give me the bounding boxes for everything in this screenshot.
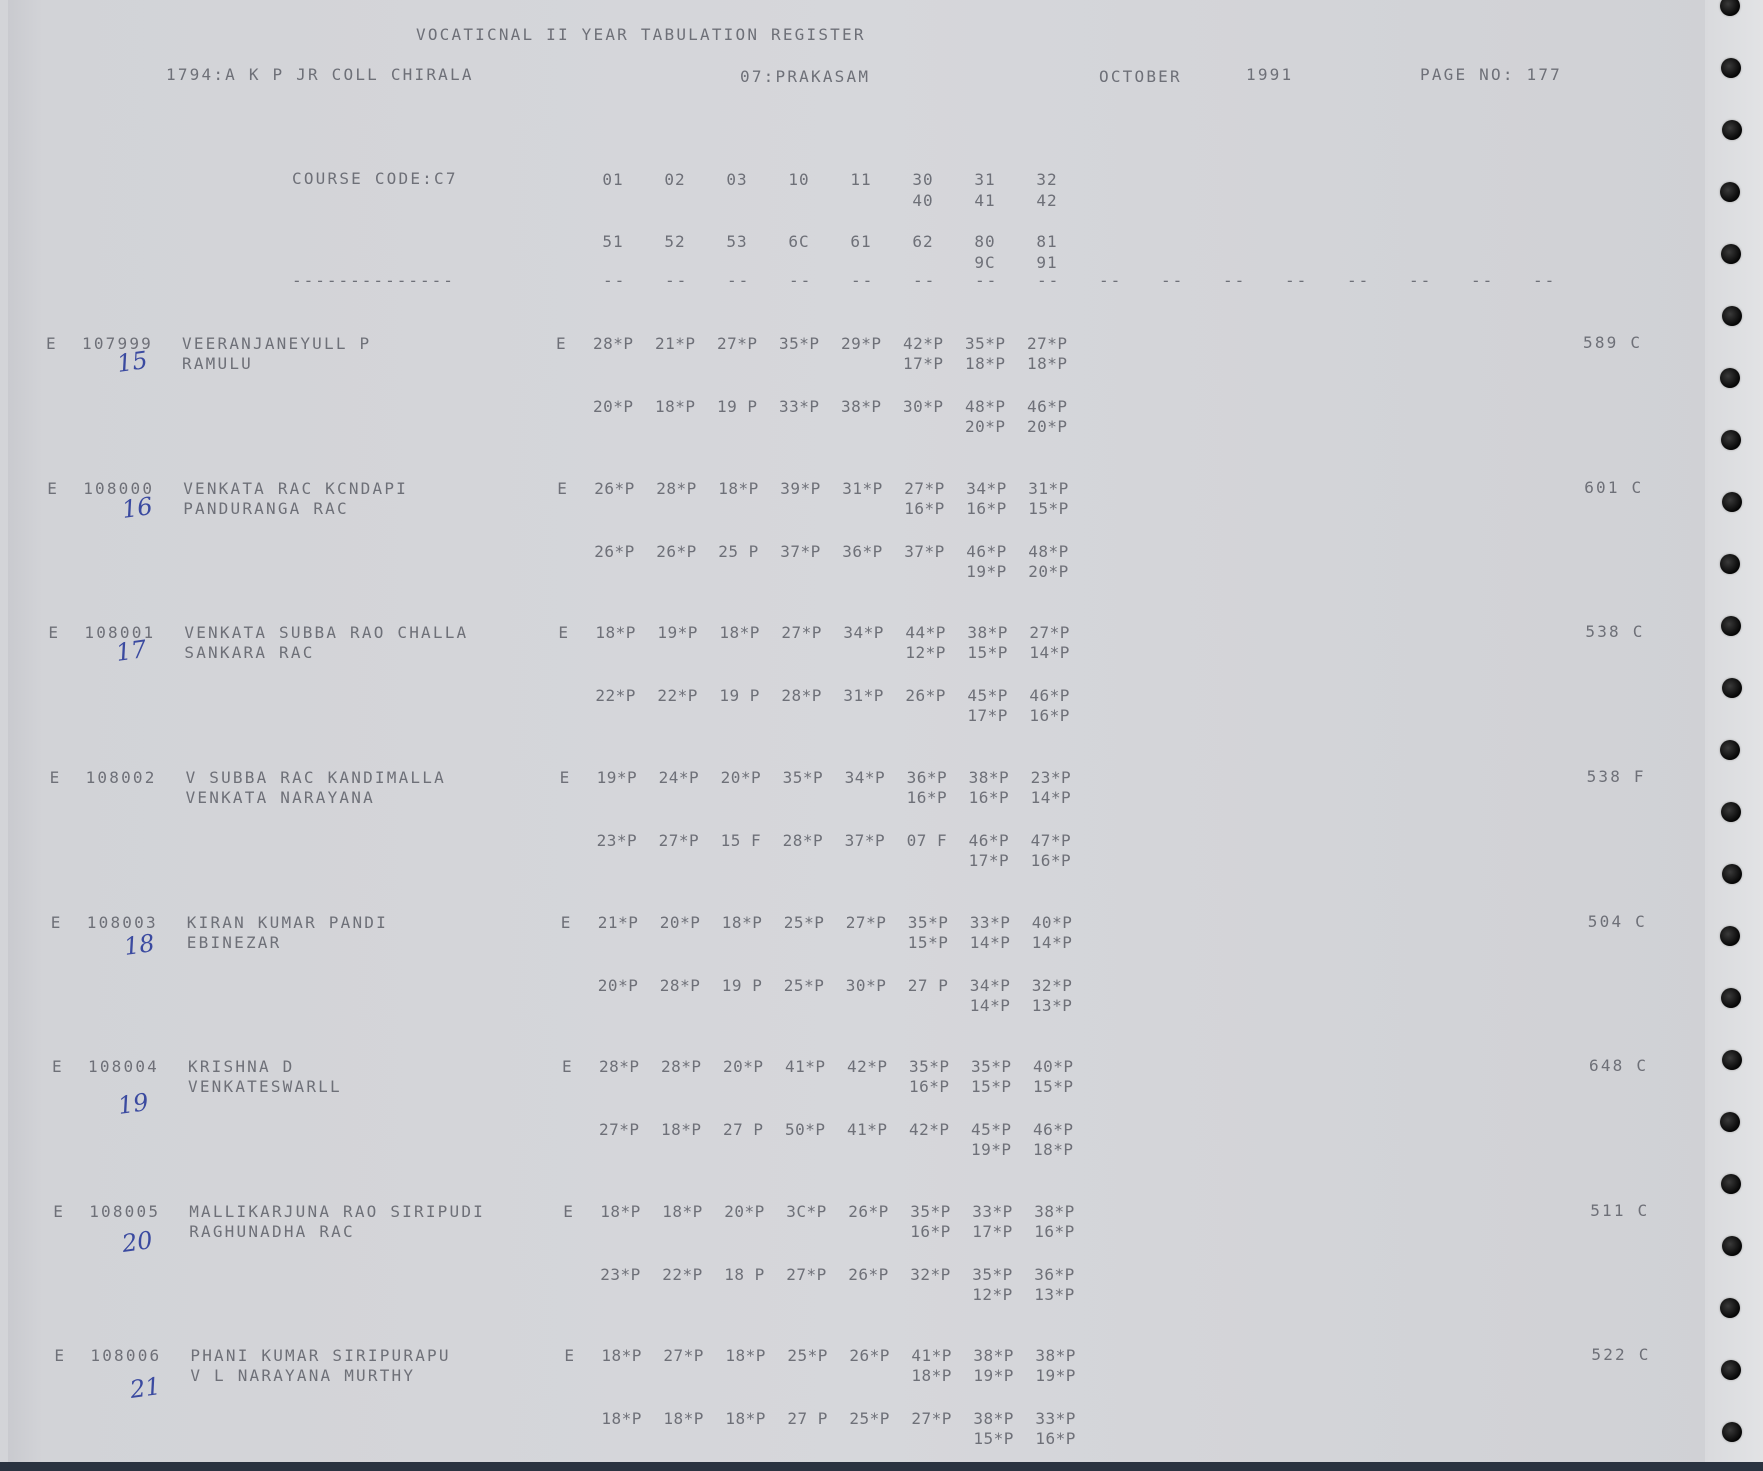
subject-mark: 23*P — [600, 1265, 641, 1284]
subject-mark: 38*P — [973, 1409, 1014, 1428]
subject-mark: 35*P — [972, 1265, 1013, 1284]
feed-hole — [1720, 926, 1740, 946]
separator-dash: -- — [1533, 271, 1557, 290]
subject-mark: 17*P — [903, 354, 944, 373]
subject-mark: 40*P — [1033, 1057, 1074, 1076]
feed-hole — [1722, 1422, 1742, 1442]
total-result: 648 C — [1589, 1056, 1649, 1075]
subject-mark: 17*P — [967, 706, 1008, 725]
feed-hole — [1720, 182, 1740, 202]
subject-mark: 27*P — [911, 1409, 952, 1428]
exam-month: OCTOBER — [1099, 67, 1182, 86]
total-result: 522 C — [1591, 1345, 1651, 1364]
separator-dash: -- — [789, 271, 813, 290]
subject-mark: 16*P — [1029, 706, 1070, 725]
subject-mark: 25*P — [783, 913, 825, 932]
subject-mark: 22*P — [657, 686, 698, 705]
subject-mark: 19 P — [721, 976, 763, 995]
subject-mark: 35*P — [910, 1202, 951, 1221]
subject-mark: 18*P — [725, 1409, 766, 1428]
subject-mark: 26*P — [848, 1202, 889, 1221]
subject-mark: 18*P — [600, 1202, 641, 1221]
hall-ticket-number: 108002 — [85, 768, 157, 787]
hall-ticket-number: 107999 — [82, 334, 153, 353]
total-result: 538 C — [1585, 622, 1645, 641]
subject-mark: 16*P — [966, 499, 1007, 518]
subject-mark: 48*P — [1028, 542, 1069, 561]
subject-mark: 50*P — [785, 1120, 826, 1139]
course-code: COURSE CODE:C7 — [292, 169, 458, 188]
subject-mark: 20*P — [965, 417, 1006, 436]
subject-mark: 26*P — [594, 542, 635, 561]
candidate-name: V SUBBA RAC KANDIMALLA — [185, 768, 446, 787]
total-result: 589 C — [1583, 333, 1643, 352]
parent-name: RAGHUNADHA RAC — [189, 1222, 355, 1241]
subject-code: 6C — [788, 232, 810, 251]
candidate-name: VEERANJANEYULL P — [182, 334, 372, 353]
subject-mark: 20*P — [659, 913, 701, 932]
subject-mark: 35*P — [779, 334, 820, 353]
subject-mark: 15*P — [907, 933, 949, 952]
parent-name: V L NARAYANA MURTHY — [190, 1366, 416, 1385]
separator-dash: -- — [665, 271, 689, 290]
subject-mark: 45*P — [967, 686, 1008, 705]
subject-mark: 14*P — [969, 933, 1011, 952]
subject-mark: 27 P — [907, 976, 949, 995]
candidate-name: MALLIKARJUNA RAO SIRIPUDI — [189, 1202, 486, 1221]
subject-mark: 31*P — [842, 479, 883, 498]
subject-mark: 37*P — [780, 542, 821, 561]
separator-dash: -- — [1409, 271, 1433, 290]
subject-mark: 27 P — [787, 1409, 828, 1428]
desk-edge — [0, 1462, 1763, 1471]
subject-mark: 34*P — [969, 976, 1011, 995]
subject-mark: 27*P — [1027, 334, 1068, 353]
subject-mark: 32*P — [910, 1265, 951, 1284]
handwritten-serial: 20 — [120, 1226, 155, 1258]
subject-mark: 27*P — [786, 1265, 827, 1284]
record-flag: E — [49, 768, 62, 787]
subject-mark: 42*P — [909, 1120, 950, 1139]
subject-mark: 41*P — [785, 1057, 826, 1076]
hall-ticket-number: 108006 — [90, 1346, 162, 1365]
exam-group: E — [557, 479, 570, 498]
subject-mark: 15*P — [971, 1077, 1012, 1096]
subject-mark: 37*P — [844, 831, 886, 850]
separator-dash: -- — [1161, 271, 1185, 290]
subject-code: 41 — [974, 191, 996, 210]
register-title: VOCATICNAL II YEAR TABULATION REGISTER — [416, 25, 866, 44]
subject-mark: 26*P — [848, 1265, 889, 1284]
hall-ticket-number: 108003 — [86, 913, 158, 932]
subject-mark: 33*P — [972, 1202, 1013, 1221]
subject-mark: 47*P — [1030, 831, 1072, 850]
subject-mark: 30*P — [845, 976, 887, 995]
subject-mark: 16*P — [910, 1222, 951, 1241]
subject-mark: 46*P — [1033, 1120, 1074, 1139]
subject-mark: 36*P — [842, 542, 883, 561]
subject-mark: 38*P — [1035, 1346, 1076, 1365]
subject-mark: 25*P — [787, 1346, 828, 1365]
subject-mark: 18 P — [724, 1265, 765, 1284]
total-result: 511 C — [1590, 1201, 1650, 1220]
handwritten-serial: 17 — [114, 635, 149, 667]
subject-mark: 19*P — [966, 562, 1007, 581]
subject-mark: 18*P — [719, 623, 760, 642]
subject-code: 30 — [912, 170, 934, 189]
subject-mark: 16*P — [904, 499, 945, 518]
subject-code: 40 — [912, 191, 934, 210]
feed-hole — [1720, 1112, 1740, 1132]
subject-mark: 27*P — [717, 334, 758, 353]
subject-mark: 27*P — [781, 623, 822, 642]
subject-mark: 37*P — [904, 542, 945, 561]
separator-dash: -- — [727, 271, 751, 290]
subject-mark: 21*P — [655, 334, 696, 353]
subject-mark: 18*P — [1033, 1140, 1074, 1159]
record-flag: E — [46, 334, 58, 353]
subject-mark: 18*P — [965, 354, 1006, 373]
subject-mark: 19*P — [1035, 1366, 1076, 1385]
subject-mark: 48*P — [965, 397, 1006, 416]
parent-name: VENKATA NARAYANA — [185, 788, 375, 807]
subject-mark: 27 P — [723, 1120, 764, 1139]
subject-code: 02 — [664, 170, 686, 189]
subject-mark: 16*P — [1035, 1429, 1076, 1448]
subject-mark: 27*P — [599, 1120, 640, 1139]
exam-group: E — [563, 1202, 576, 1221]
subject-mark: 28*P — [593, 334, 634, 353]
subject-mark: 35*P — [909, 1057, 950, 1076]
exam-group: E — [558, 623, 571, 642]
subject-mark: 18*P — [911, 1366, 952, 1385]
separator-dash: -- — [1099, 271, 1123, 290]
subject-code: 80 — [974, 232, 996, 251]
subject-mark: 26*P — [849, 1346, 890, 1365]
subject-mark: 12*P — [905, 643, 946, 662]
subject-mark: 27*P — [904, 479, 945, 498]
exam-group: E — [562, 1057, 574, 1076]
subject-code: 91 — [1036, 253, 1058, 272]
subject-mark: 38*P — [841, 397, 882, 416]
subject-mark: 35*P — [965, 334, 1006, 353]
subject-mark: 25 P — [718, 542, 759, 561]
subject-mark: 44*P — [905, 623, 946, 642]
subject-mark: 28*P — [659, 976, 701, 995]
total-result: 538 F — [1586, 767, 1646, 786]
subject-mark: 14*P — [1030, 788, 1072, 807]
district: 07:PRAKASAM — [740, 67, 871, 86]
subject-code: 51 — [602, 232, 624, 251]
subject-mark: 22*P — [595, 686, 636, 705]
subject-code: 01 — [602, 170, 624, 189]
record-flag: E — [48, 623, 61, 642]
register-sheet — [8, 0, 1728, 1462]
subject-mark: 20*P — [724, 1202, 765, 1221]
subject-mark: 36*P — [906, 768, 948, 787]
subject-mark: 19*P — [657, 623, 698, 642]
subject-mark: 19 P — [717, 397, 758, 416]
subject-code: 03 — [726, 170, 748, 189]
subject-mark: 39*P — [780, 479, 821, 498]
subject-mark: 35*P — [971, 1057, 1012, 1076]
subject-mark: 23*P — [1030, 768, 1072, 787]
subject-mark: 19*P — [971, 1140, 1012, 1159]
subject-code: 32 — [1036, 170, 1058, 189]
subject-mark: 42*P — [847, 1057, 888, 1076]
exam-year: 1991 — [1246, 65, 1294, 84]
subject-code: 52 — [664, 232, 686, 251]
subject-mark: 14*P — [1031, 933, 1073, 952]
candidate-name: VENKATA RAC KCNDAPI — [183, 479, 409, 498]
subject-mark: 25*P — [783, 976, 825, 995]
subject-mark: 18*P — [595, 623, 636, 642]
feed-hole — [1721, 1360, 1741, 1380]
subject-mark: 20*P — [720, 768, 762, 787]
subject-mark: 13*P — [1031, 996, 1073, 1015]
feed-hole — [1721, 616, 1741, 636]
subject-mark: 18*P — [663, 1409, 704, 1428]
subject-mark: 16*P — [1034, 1222, 1075, 1241]
subject-mark: 27*P — [1029, 623, 1070, 642]
total-result: 601 C — [1584, 478, 1644, 497]
subject-mark: 32*P — [1031, 976, 1073, 995]
subject-code: 9C — [974, 253, 996, 272]
subject-mark: 28*P — [661, 1057, 702, 1076]
subject-mark: 12*P — [972, 1285, 1013, 1304]
subject-mark: 07 F — [906, 831, 948, 850]
subject-mark: 30*P — [903, 397, 944, 416]
subject-mark: 28*P — [599, 1057, 640, 1076]
candidate-name: PHANI KUMAR SIRIPURAPU — [190, 1346, 451, 1365]
subject-mark: 3C*P — [786, 1202, 827, 1221]
handwritten-serial: 19 — [116, 1088, 151, 1120]
subject-mark: 36*P — [1034, 1265, 1075, 1284]
separator-dash: -- — [1285, 271, 1309, 290]
separator-dash: -- — [975, 271, 999, 290]
subject-mark: 18*P — [662, 1202, 703, 1221]
subject-mark: 18*P — [601, 1346, 642, 1365]
subject-mark: 21*P — [597, 913, 639, 932]
subject-mark: 27*P — [845, 913, 887, 932]
subject-mark: 46*P — [1029, 686, 1070, 705]
feed-hole — [1720, 1298, 1740, 1318]
separator-dash: -- — [851, 271, 875, 290]
record-flag: E — [54, 1346, 67, 1365]
subject-mark: 19*P — [973, 1366, 1014, 1385]
subject-mark: 18*P — [601, 1409, 642, 1428]
record-flag: E — [50, 913, 63, 932]
subject-mark: 19 P — [719, 686, 760, 705]
subject-mark: 33*P — [779, 397, 820, 416]
subject-mark: 17*P — [972, 1222, 1013, 1241]
subject-code: 31 — [974, 170, 996, 189]
subject-mark: 16*P — [909, 1077, 950, 1096]
parent-name: EBINEZAR — [186, 933, 282, 952]
feed-hole — [1721, 244, 1741, 264]
subject-mark: 18*P — [661, 1120, 702, 1139]
subject-mark: 15*P — [1028, 499, 1069, 518]
subject-mark: 15*P — [967, 643, 1008, 662]
hall-ticket-number: 108005 — [89, 1202, 161, 1221]
subject-mark: 42*P — [903, 334, 944, 353]
subject-mark: 20*P — [723, 1057, 764, 1076]
exam-group: E — [559, 768, 572, 787]
subject-code: 11 — [850, 170, 872, 189]
feed-hole — [1722, 1236, 1742, 1256]
feed-hole — [1721, 988, 1741, 1008]
subject-mark: 26*P — [905, 686, 946, 705]
subject-mark: 31*P — [843, 686, 884, 705]
subject-mark: 20*P — [597, 976, 639, 995]
subject-mark: 40*P — [1031, 913, 1073, 932]
subject-code: 61 — [850, 232, 872, 251]
feed-hole — [1721, 1174, 1741, 1194]
subject-mark: 22*P — [662, 1265, 703, 1284]
subject-mark: 20*P — [1027, 417, 1068, 436]
hall-ticket-number: 108000 — [83, 479, 155, 498]
separator-dashes: -------------- — [292, 271, 455, 290]
handwritten-serial: 16 — [120, 492, 155, 524]
subject-mark: 19*P — [596, 768, 638, 787]
subject-mark: 18*P — [718, 479, 759, 498]
subject-mark: 18*P — [655, 397, 696, 416]
feed-hole — [1720, 554, 1740, 574]
subject-mark: 16*P — [906, 788, 948, 807]
feed-hole — [1720, 368, 1740, 388]
subject-mark: 28*P — [782, 831, 824, 850]
subject-code: 10 — [788, 170, 810, 189]
subject-mark: 23*P — [596, 831, 638, 850]
candidate-name: VENKATA SUBBA RAO CHALLA — [184, 623, 469, 642]
subject-mark: 35*P — [907, 913, 949, 932]
feed-hole — [1722, 1050, 1742, 1070]
subject-code: 42 — [1036, 191, 1058, 210]
subject-mark: 20*P — [1028, 562, 1069, 581]
subject-mark: 28*P — [656, 479, 697, 498]
exam-group: E — [564, 1346, 577, 1365]
subject-mark: 38*P — [1034, 1202, 1075, 1221]
subject-mark: 28*P — [781, 686, 822, 705]
subject-mark: 17*P — [968, 851, 1010, 870]
subject-mark: 29*P — [841, 334, 882, 353]
subject-mark: 15*P — [973, 1429, 1014, 1448]
subject-mark: 25*P — [849, 1409, 890, 1428]
separator-dash: -- — [913, 271, 937, 290]
feed-hole — [1722, 492, 1742, 512]
feed-hole — [1721, 58, 1741, 78]
subject-mark: 33*P — [1035, 1409, 1076, 1428]
subject-mark: 38*P — [973, 1346, 1014, 1365]
subject-code: 81 — [1036, 232, 1058, 251]
subject-mark: 14*P — [1029, 643, 1070, 662]
separator-dash: -- — [1223, 271, 1247, 290]
subject-mark: 38*P — [967, 623, 1008, 642]
subject-mark: 41*P — [911, 1346, 952, 1365]
feed-hole — [1722, 120, 1742, 140]
subject-mark: 26*P — [656, 542, 697, 561]
subject-mark: 46*P — [966, 542, 1007, 561]
subject-mark: 15*P — [1033, 1077, 1074, 1096]
parent-name: SANKARA RAC — [184, 643, 315, 662]
subject-mark: 16*P — [968, 788, 1010, 807]
feed-hole — [1721, 430, 1741, 450]
subject-mark: 34*P — [844, 768, 886, 787]
feed-hole — [1721, 802, 1741, 822]
subject-mark: 16*P — [1030, 851, 1072, 870]
parent-name: PANDURANGA RAC — [183, 499, 349, 518]
subject-mark: 15 F — [720, 831, 762, 850]
subject-mark: 34*P — [843, 623, 884, 642]
handwritten-serial: 18 — [122, 929, 157, 961]
subject-mark: 13*P — [1034, 1285, 1075, 1304]
subject-mark: 18*P — [725, 1346, 766, 1365]
subject-mark: 34*P — [966, 479, 1007, 498]
subject-mark: 14*P — [969, 996, 1011, 1015]
exam-group: E — [556, 334, 568, 353]
subject-mark: 27*P — [663, 1346, 704, 1365]
parent-name: VENKATESWARLL — [188, 1077, 342, 1096]
subject-mark: 18*P — [1027, 354, 1068, 373]
record-flag: E — [52, 1057, 64, 1076]
subject-code: 62 — [912, 232, 934, 251]
feed-hole — [1722, 306, 1742, 326]
parent-name: RAMULU — [182, 354, 253, 373]
candidate-name: KIRAN KUMAR PANDI — [186, 913, 388, 932]
college-name: 1794:A K P JR COLL CHIRALA — [166, 65, 474, 84]
subject-mark: 26*P — [594, 479, 635, 498]
subject-mark: 18*P — [721, 913, 763, 932]
candidate-name: KRISHNA D — [188, 1057, 295, 1076]
subject-mark: 24*P — [658, 768, 700, 787]
subject-mark: 38*P — [968, 768, 1010, 787]
handwritten-serial: 21 — [128, 1372, 163, 1404]
handwritten-serial: 15 — [115, 346, 150, 378]
subject-code: 53 — [726, 232, 748, 251]
page-number: PAGE NO: 177 — [1420, 65, 1562, 84]
subject-mark: 46*P — [968, 831, 1010, 850]
subject-mark: 20*P — [593, 397, 634, 416]
separator-dash: -- — [1471, 271, 1495, 290]
subject-mark: 33*P — [969, 913, 1011, 932]
separator-dash: -- — [603, 271, 627, 290]
record-flag: E — [53, 1202, 66, 1221]
separator-dash: -- — [1037, 271, 1061, 290]
exam-group: E — [560, 913, 573, 932]
subject-mark: 41*P — [847, 1120, 888, 1139]
subject-mark: 45*P — [971, 1120, 1012, 1139]
record-flag: E — [47, 479, 60, 498]
feed-hole — [1722, 864, 1742, 884]
feed-hole — [1722, 678, 1742, 698]
hall-ticket-number: 108001 — [84, 623, 156, 642]
total-result: 504 C — [1587, 912, 1647, 931]
subject-mark: 35*P — [782, 768, 824, 787]
feed-hole — [1720, 740, 1740, 760]
separator-dash: -- — [1347, 271, 1371, 290]
hall-ticket-number: 108004 — [88, 1057, 159, 1076]
subject-mark: 31*P — [1028, 479, 1069, 498]
subject-mark: 27*P — [658, 831, 700, 850]
subject-mark: 46*P — [1027, 397, 1068, 416]
